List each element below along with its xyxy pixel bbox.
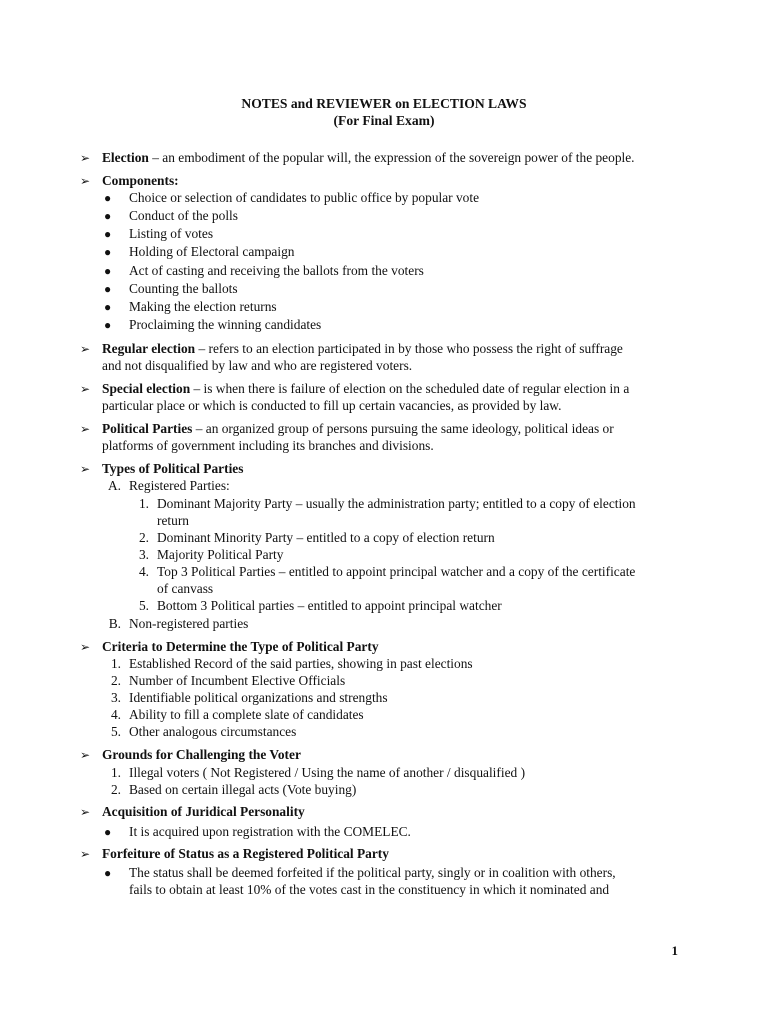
- list-item: Based on certain illegal acts (Vote buying): [129, 782, 357, 797]
- dot-bullet-icon: ●: [104, 264, 112, 278]
- regular-election-line2: and not disqualified by law and who are registered voters.: [102, 358, 413, 373]
- election-term: Election: [102, 150, 149, 165]
- document-subtitle: (For Final Exam): [333, 113, 435, 128]
- page-number: 1: [671, 943, 678, 958]
- list-item: Ability to fill a complete slate of candidates: [129, 707, 364, 722]
- list-label: B.: [108, 616, 121, 631]
- dot-bullet-icon: ●: [104, 209, 112, 223]
- list-item: Counting the ballots: [129, 281, 238, 296]
- special-election-line2: particular place or which is conducted to fill up certain vacancies, as provided by law.: [102, 398, 562, 413]
- list-number: 3.: [110, 690, 121, 705]
- arrow-bullet-icon: ➢: [80, 805, 91, 819]
- acquisition-heading: Acquisition of Juridical Personality: [102, 804, 305, 819]
- list-number: 4.: [138, 564, 149, 579]
- list-item: Identifiable political organizations and strengths: [129, 690, 388, 705]
- dot-bullet-icon: ●: [104, 825, 112, 839]
- list-item: Number of Incumbent Elective Officials: [129, 673, 346, 688]
- list-number: 1.: [138, 496, 149, 511]
- arrow-bullet-icon: ➢: [80, 174, 91, 188]
- list-number: 2.: [138, 530, 149, 545]
- list-number: 1.: [110, 656, 121, 671]
- list-number: 1.: [110, 765, 121, 780]
- forfeiture-line1: The status shall be deemed forfeited if the political party, singly or in coalition with others,: [129, 865, 616, 880]
- arrow-bullet-icon: ➢: [80, 640, 91, 654]
- election-def: – an embodiment of the popular will, the expression of the sovereign power of the people.: [148, 150, 635, 165]
- list-item: Dominant Minority Party – entitled to a copy of election return: [157, 530, 495, 545]
- list-number: 5.: [138, 598, 149, 613]
- list-number: 5.: [110, 724, 121, 739]
- non-registered-label: Non-registered parties: [129, 616, 249, 631]
- list-item: Bottom 3 Political parties – entitled to appoint principal watcher: [157, 598, 502, 613]
- list-item-continuation: return: [157, 513, 189, 528]
- arrow-bullet-icon: ➢: [80, 382, 91, 396]
- list-item: Act of casting and receiving the ballots from the voters: [129, 263, 424, 278]
- list-item: Other analogous circumstances: [129, 724, 297, 739]
- list-item: It is acquired upon registration with the COMELEC.: [129, 824, 411, 839]
- arrow-bullet-icon: ➢: [80, 342, 91, 356]
- arrow-bullet-icon: ➢: [80, 462, 91, 476]
- arrow-bullet-icon: ➢: [80, 422, 91, 436]
- criteria-heading: Criteria to Determine the Type of Political Party: [102, 639, 379, 654]
- arrow-bullet-icon: ➢: [80, 748, 91, 762]
- grounds-heading: Grounds for Challenging the Voter: [102, 747, 301, 762]
- list-item: Holding of Electoral campaign: [129, 244, 295, 259]
- dot-bullet-icon: ●: [104, 300, 112, 314]
- forfeiture-heading: Forfeiture of Status as a Registered Political Party: [102, 846, 389, 861]
- list-item: Listing of votes: [129, 226, 214, 241]
- list-item: Illegal voters ( Not Registered / Using the name of another / disqualified ): [129, 765, 526, 780]
- registered-parties-label: Registered Parties:: [129, 478, 230, 493]
- list-item: Making the election returns: [129, 299, 277, 314]
- list-item: Majority Political Party: [157, 547, 284, 562]
- forfeiture-line2: fails to obtain at least 10% of the votes cast in the constituency in which it nominated and: [129, 882, 610, 897]
- dot-bullet-icon: ●: [104, 191, 112, 205]
- election-definition: [102, 150, 635, 166]
- dot-bullet-icon: ●: [104, 245, 112, 259]
- dot-bullet-icon: ●: [104, 318, 112, 332]
- list-item-continuation: of canvass: [157, 581, 214, 596]
- list-item: Choice or selection of candidates to public office by popular vote: [129, 190, 480, 205]
- special-election-line1: Special election – is when there is failure of election on the scheduled date of regular election in a: [102, 381, 630, 396]
- list-item: Conduct of the polls: [129, 208, 238, 223]
- list-number: 2.: [110, 673, 121, 688]
- dot-bullet-icon: ●: [104, 282, 112, 296]
- list-label: A.: [107, 478, 121, 493]
- types-heading: Types of Political Parties: [102, 461, 244, 476]
- list-item: Dominant Majority Party – usually the administration party; entitled to a copy of election: [157, 496, 636, 511]
- list-item: Top 3 Political Parties – entitled to appoint principal watcher and a copy of the certificate: [157, 564, 636, 579]
- list-item: Proclaiming the winning candidates: [129, 317, 322, 332]
- political-parties-line2: platforms of government including its branches and divisions.: [102, 438, 434, 453]
- list-item: Established Record of the said parties, showing in past elections: [129, 656, 473, 671]
- dot-bullet-icon: ●: [104, 227, 112, 241]
- list-number: 4.: [110, 707, 121, 722]
- dot-bullet-icon: ●: [104, 866, 112, 880]
- document-title: NOTES and REVIEWER on ELECTION LAWS: [241, 96, 527, 111]
- regular-election-line1: Regular election – refers to an election participated in by those who possess the right of suffrage: [102, 341, 623, 356]
- components-heading: Components:: [102, 173, 179, 188]
- list-number: 2.: [110, 782, 121, 797]
- political-parties-line1: Political Parties – an organized group of persons pursuing the same ideology, political ideas or: [102, 421, 614, 436]
- arrow-bullet-icon: ➢: [80, 847, 91, 861]
- list-number: 3.: [138, 547, 149, 562]
- arrow-bullet-icon: ➢: [80, 151, 91, 165]
